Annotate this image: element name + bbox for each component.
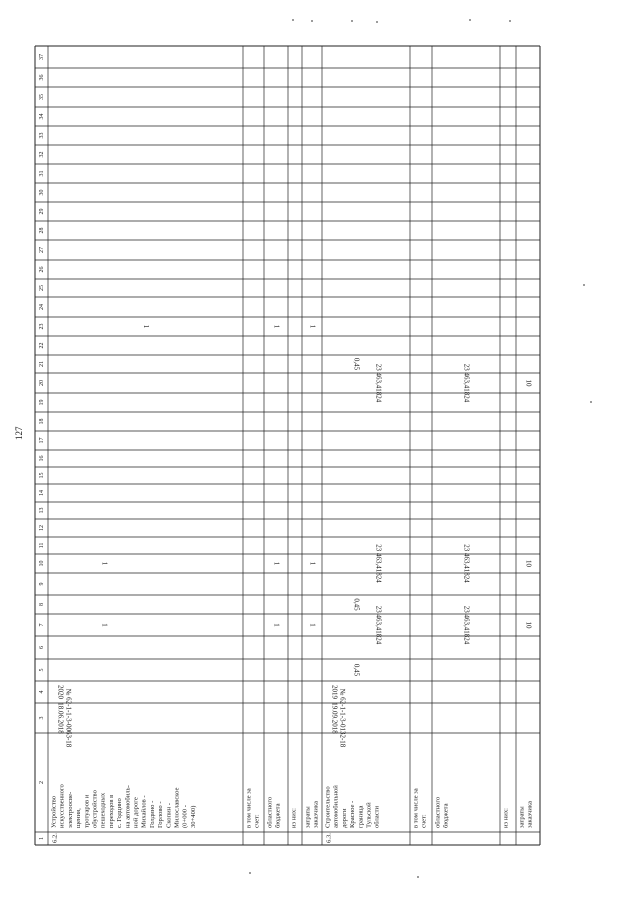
cell-col4: 2020 xyxy=(56,685,65,699)
column-number: 13 xyxy=(38,507,45,514)
row-name-line: Горлово - xyxy=(157,801,165,828)
cell-col7: 1 xyxy=(272,623,281,627)
cell-col7: 23 463,41824 xyxy=(374,605,383,645)
cell-col10: 1 xyxy=(100,561,109,566)
column-number: 30 xyxy=(38,189,45,196)
row-name-line: Устройство xyxy=(50,795,58,828)
row-name-line: обустройство xyxy=(91,790,99,828)
row-name-line: на автомобиль- xyxy=(124,785,132,828)
row-name-line: из них: xyxy=(502,808,510,828)
row-name-line: искусственного xyxy=(58,784,66,828)
scan-speck xyxy=(376,21,378,23)
row-name-line: (0+000 - xyxy=(181,805,189,828)
row-name-line: переходов в xyxy=(107,794,115,828)
row-name-line: заказчика xyxy=(526,801,534,828)
cell-col20: 10 xyxy=(524,379,533,387)
column-number: 1 xyxy=(38,837,45,840)
row-name-line: Голдино - xyxy=(148,800,156,828)
row-name-line: затраты xyxy=(304,806,312,828)
cell-col7: 1 xyxy=(308,623,317,627)
cell-col7: 10 xyxy=(524,621,533,629)
column-number: 11 xyxy=(38,542,45,549)
column-number: 6 xyxy=(38,646,45,649)
column-number: 10 xyxy=(38,560,45,567)
row-name-line: в том числе за xyxy=(412,788,420,828)
row-name-line: бюджета xyxy=(274,803,282,828)
column-number: 23 xyxy=(38,323,45,330)
column-number: 20 xyxy=(38,380,45,386)
row-name-line: Милославское xyxy=(173,787,181,828)
column-number: 31 xyxy=(38,170,45,177)
doc-number: № 62-1-1-3-0132-18 xyxy=(338,688,347,748)
scan-speck xyxy=(509,20,511,22)
row-name-line: граница xyxy=(357,805,365,828)
scan-speck xyxy=(311,20,313,22)
cell-col5: 0,45 xyxy=(352,663,361,677)
cell-col7: 23 463,41824 xyxy=(462,605,471,645)
cell-col7: 1 xyxy=(100,623,109,627)
row-name-line: из них: xyxy=(290,808,298,828)
doc-number: № 62-1-1-3-0063-18 xyxy=(64,688,73,748)
row-name-line: электроосве- xyxy=(66,791,74,828)
column-number: 12 xyxy=(38,525,45,531)
column-number: 26 xyxy=(38,266,45,273)
column-number: 24 xyxy=(38,304,45,310)
row-name-line: щения, xyxy=(75,808,83,828)
page-number: 127 xyxy=(14,426,24,440)
doc-date: 18.06.2018 xyxy=(56,702,65,734)
column-number: 8 xyxy=(38,603,45,606)
scan-speck xyxy=(249,872,251,874)
column-number: 4 xyxy=(38,690,45,694)
column-number: 22 xyxy=(38,342,45,349)
cell-col21: 0,45 xyxy=(352,357,361,371)
column-number: 14 xyxy=(38,490,45,496)
scan-speck xyxy=(583,284,585,286)
cell-col20: 23 463,41824 xyxy=(374,363,383,403)
cell-col8: 0,45 xyxy=(352,598,361,611)
row-name-line: области xyxy=(373,805,381,828)
doc-date: 19.09.2018 xyxy=(330,702,339,734)
row-name-line: Михайлов - xyxy=(140,795,148,828)
column-number: 3 xyxy=(38,716,45,720)
cell-col4: 2019 xyxy=(330,685,339,699)
row-name-line: тротуаров и xyxy=(83,794,91,828)
row-name-line: бюджета xyxy=(442,803,450,828)
row-name-line: 30+400) xyxy=(189,805,197,828)
column-number: 35 xyxy=(38,94,45,100)
cell-col23: 1 xyxy=(141,324,150,329)
row-name-line: счет: xyxy=(420,814,428,828)
column-number: 9 xyxy=(38,582,45,586)
scan-speck xyxy=(351,20,353,22)
scan-speck xyxy=(292,19,294,21)
cell-col20: 23 463,41824 xyxy=(462,363,471,403)
column-number: 29 xyxy=(38,208,45,215)
column-number: 18 xyxy=(38,418,45,425)
row-name-line: затраты xyxy=(518,806,526,828)
row-name-line: автомобильной xyxy=(332,785,340,828)
row-id: 6.2. xyxy=(51,833,59,843)
scan-speck xyxy=(417,876,419,878)
cell-col10: 23 463,41824 xyxy=(462,544,471,583)
cell-col23: 1 xyxy=(272,324,281,329)
row-name-line: областного xyxy=(434,796,442,828)
column-number: 37 xyxy=(38,54,45,60)
column-number: 16 xyxy=(38,455,45,462)
column-number: 36 xyxy=(38,74,45,81)
column-number: 28 xyxy=(38,227,45,234)
cell-col10: 10 xyxy=(524,560,533,567)
column-number: 5 xyxy=(38,668,45,672)
cell-col10: 23 463,41824 xyxy=(374,544,383,583)
column-number: 21 xyxy=(38,361,45,367)
cell-col10: 1 xyxy=(308,561,317,566)
scan-speck xyxy=(469,19,471,21)
row-name-line: Тульской xyxy=(365,802,373,828)
row-name-line: дороги xyxy=(340,808,348,828)
scan-speck xyxy=(590,401,592,403)
column-number: 25 xyxy=(38,285,45,291)
row-name-line: заказчика xyxy=(312,801,320,828)
column-number: 34 xyxy=(38,113,45,120)
row-id: 6.3. xyxy=(325,833,333,843)
column-number: 32 xyxy=(38,151,45,158)
row-name-line: Строительство xyxy=(324,786,332,828)
row-name-line: Скопин - xyxy=(165,803,173,828)
cell-col23: 1 xyxy=(308,324,317,329)
row-name-line: пешеходных xyxy=(99,792,107,828)
column-number: 19 xyxy=(38,399,45,406)
row-name-line: счет: xyxy=(253,814,261,828)
column-number: 33 xyxy=(38,132,45,139)
column-number: 7 xyxy=(38,623,45,627)
row-name-line: с. Годцино xyxy=(116,798,124,828)
column-number: 27 xyxy=(38,247,45,253)
column-number: 15 xyxy=(38,472,45,479)
column-number: 2 xyxy=(38,781,45,784)
row-name-line: Красное - xyxy=(349,800,357,828)
cell-col10: 1 xyxy=(272,561,281,566)
column-number: 17 xyxy=(38,437,45,444)
row-name-line: областного xyxy=(266,796,274,828)
row-name-line: ной дороге xyxy=(132,797,140,828)
row-name-line: в том числе за xyxy=(245,788,253,828)
